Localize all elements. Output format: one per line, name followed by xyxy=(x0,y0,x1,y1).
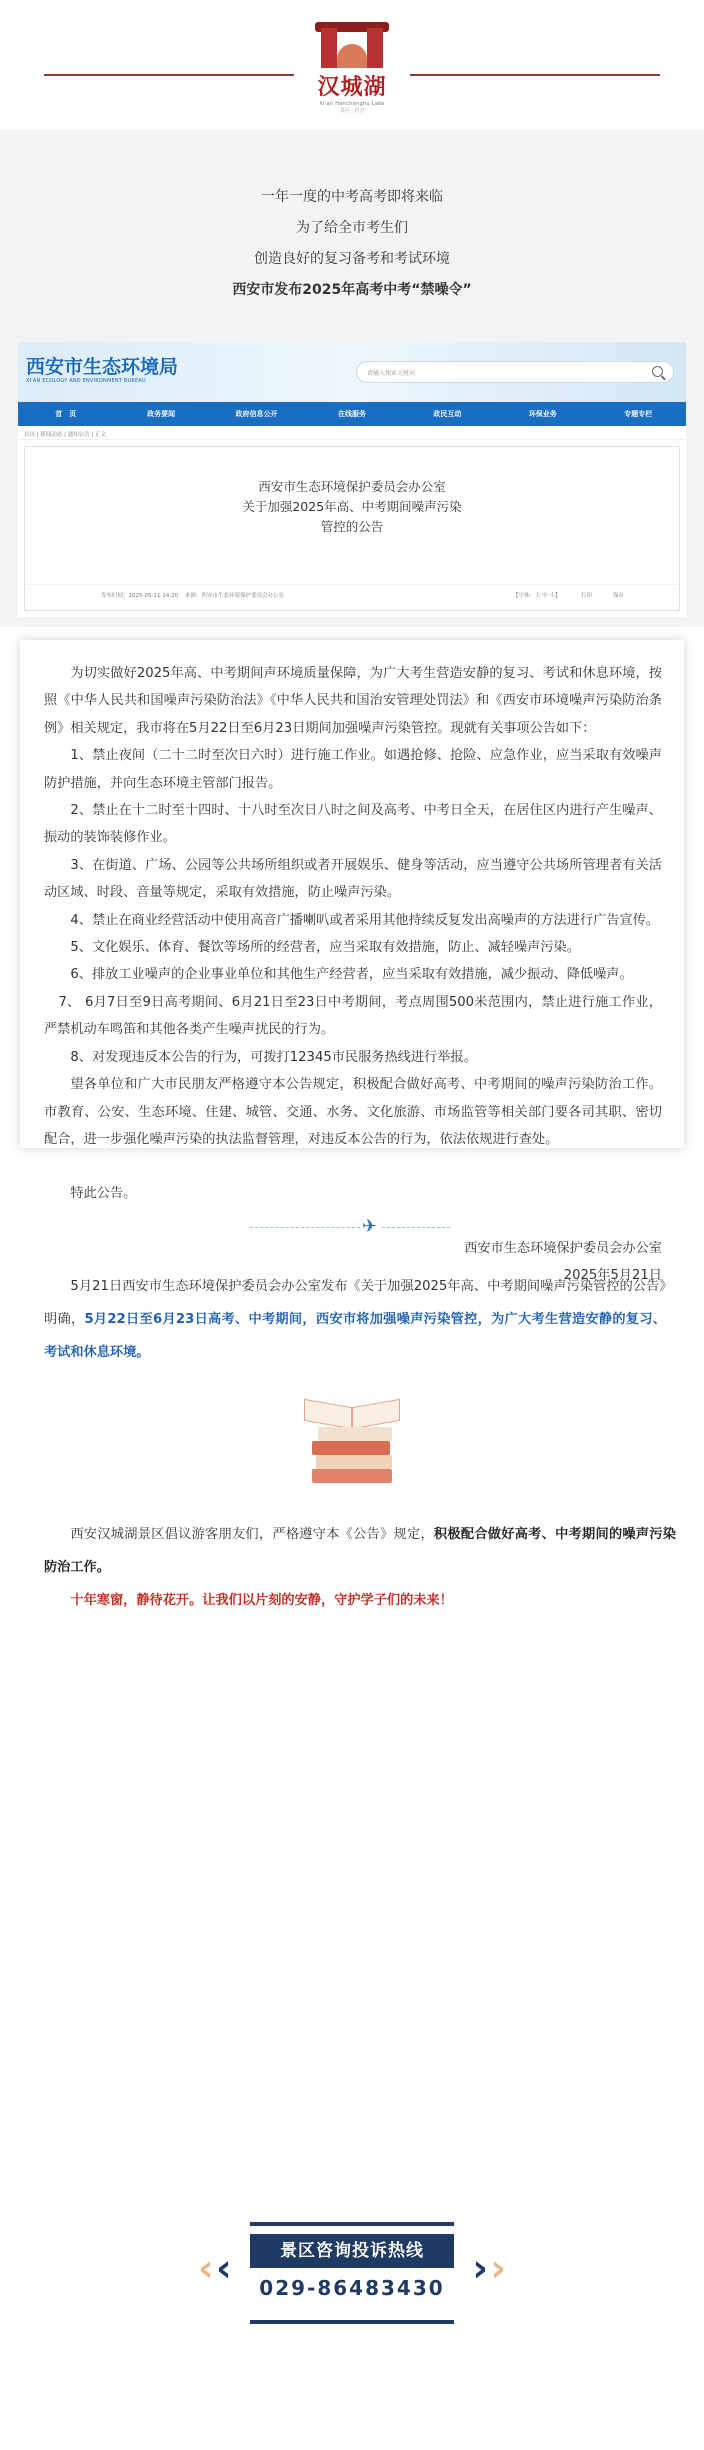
site-title: 西安市生态环境局 xyxy=(26,356,179,378)
logo-header xyxy=(0,0,704,130)
save-button[interactable]: 保存 xyxy=(613,593,625,599)
site-banner xyxy=(18,342,686,402)
intro-line: 为了给全市考生们 xyxy=(296,220,408,236)
publish-time: 发布时间：2025-05-21 14:20 xyxy=(101,593,179,599)
notice-item: 3、在街道、广场、公园等公共场所组织或者开展娱乐、健身等活动，应当遵守公共场所管理者有关活动区域、时段、音量等规定，采取有效措施，防止噪声污染。 xyxy=(44,857,662,901)
hotline-box xyxy=(250,2222,454,2324)
notice-item: 4、禁止在商业经营活动中使用高音广播喇叭或者采用其他持续反复发出高噪声的方法进行广告宣传。 xyxy=(70,912,660,928)
font-size-control[interactable]: 【字体：大 中 小】 xyxy=(513,593,561,599)
notice-hereby: 特此公告。 xyxy=(70,1186,137,1202)
appeal-text: 西安汉城湖景区倡议游客朋友们，严格遵守本《公告》规定， xyxy=(70,1527,434,1542)
notice-date: 2025年5月21日 xyxy=(563,1268,662,1284)
site-notice-title: 关于加强2025年高、中考期间噪声污染 xyxy=(242,499,462,514)
publish-source: 来源：西安市生态环境保护委员会办公室 xyxy=(185,593,285,599)
notice-item: 2、禁止在十二时至十四时、十八时至次日八时之间及高考、中考日全天，在居住区内进行产生噪声、振动的装饰装修作业。 xyxy=(44,803,662,846)
intro-headline: 西安市发布2025年高考中考“禁噪令” xyxy=(232,282,472,298)
appeal-section xyxy=(44,1518,676,1617)
nav-item-disclosure[interactable]: 政府信息公开 xyxy=(235,410,278,418)
nav-item-business[interactable]: 环保业务 xyxy=(528,410,557,418)
search-icon[interactable] xyxy=(652,366,663,377)
summary-highlight: 5月22日至6月23日高考、中考期间，西安市将加强噪声污染管控，为广大考生营造安静的复习、考试和休息环境。 xyxy=(44,1312,666,1360)
hotline-block xyxy=(198,2222,506,2328)
chevron-right-icon: › xyxy=(490,2246,506,2290)
logo-subtitle: Xi'an Hanchenghu Lake xyxy=(319,101,385,107)
site-title-en: XI'AN ECOLOGY AND ENVIRONMENT BUREAU xyxy=(26,378,146,384)
summary-section xyxy=(44,1270,666,1369)
appeal-paragraph xyxy=(44,1518,676,1584)
notice-closing: 望各单位和广大市民朋友严格遵守本公告规定，积极配合做好高考、中考期间的噪声污染防治工作。市教育、公安、生态环境、住建、城管、交通、水务、文化旅游、市场监管等相关部门要各司其职、密切配合，进一步强化噪声污染的执法监督管理，对违反本公告的行为，依法依规进行查处。 xyxy=(44,1077,662,1147)
nav-item-interaction[interactable]: 政民互动 xyxy=(433,410,462,418)
site-search-input[interactable] xyxy=(356,361,674,383)
chevron-left-icon: ‹ xyxy=(198,2246,214,2290)
nav-item-services[interactable]: 在线服务 xyxy=(337,410,366,418)
summary-text: 5月21日西安市生态环境保护委员会办公室发布《关于加强2025年高、中考期间噪声污染管控的公告》明确， xyxy=(44,1279,666,1327)
logo-name: 汉城湖 xyxy=(317,74,387,100)
intro-line: 一年一度的中考高考即将来临 xyxy=(261,189,443,205)
intro-line: 创造良好的复习备考和考试环境 xyxy=(254,251,450,267)
breadcrumb[interactable]: 首页 | 新闻动态 | 通知公告 | 正文 xyxy=(18,426,686,440)
site-notice-title: 西安市生态环境保护委员会办公室 xyxy=(258,479,446,494)
header-rule-left xyxy=(44,74,294,76)
nav-item-news[interactable]: 政务要闻 xyxy=(147,410,176,418)
chevron-left-icon: ‹ xyxy=(216,2246,232,2290)
website-screenshot xyxy=(18,342,686,617)
chevron-right-icon: › xyxy=(472,2246,488,2290)
nav-item-topics[interactable]: 专题专栏 xyxy=(624,410,653,418)
site-notice-title: 管控的公告 xyxy=(320,519,384,534)
intro-lines xyxy=(0,130,704,306)
hotline-label: 景区咨询投诉热线 xyxy=(250,2234,454,2268)
site-notice-meta xyxy=(25,584,679,600)
notice-item: 5、文化娱乐、体育、餐饮等场所的经营者，应当采取有效措施，防止、减轻噪声污染。 xyxy=(70,940,580,956)
appeal-slogan: 十年寒窗，静待花开。让我们以片刻的安静，守护学子们的未来！ xyxy=(70,1593,453,1608)
hotline-number[interactable]: 029-86483430 xyxy=(259,2276,445,2300)
city-gate-icon xyxy=(315,22,389,68)
site-notice-box xyxy=(24,446,680,611)
notice-item: 7、 6月7日至9日高考期间、6月21日至23日中考期间，考点周围500米范围内，禁止进行施工作业，严禁机动车鸣笛和其他各类产生噪声扰民的行为。 xyxy=(44,994,662,1038)
print-button[interactable]: 打印 xyxy=(581,593,593,599)
books-icon xyxy=(300,1395,410,1491)
notice-card xyxy=(20,640,684,1284)
intro-section xyxy=(0,130,704,627)
scenic-logo xyxy=(302,22,402,122)
logo-subtitle-2: 景区 · 官方 xyxy=(339,108,365,114)
nav-item-home[interactable]: 首 页 xyxy=(55,410,77,418)
site-notice-titles xyxy=(25,447,679,537)
notice-item: 1、禁止夜间（二十二时至次日六时）进行施工作业。如遇抢修、抢险、应急作业，应当采取有效噪声防护措施，并向生态环境主管部门报告。 xyxy=(44,748,662,791)
notice-intro: 为切实做好2025年高、中考期间声环境质量保障，为广大考生营造安静的复习、考试和休息环境，按照《中华人民共和国噪声污染防治法》《中华人民共和国治安管理处罚法》和《西安市环境噪声污染防治条例》相关规定，我市将在5月22日至6月23日期间加强噪声污染管控。现就有关事项公告如下： xyxy=(44,666,662,736)
appeal-bold: 积极配合做好高考、中考期间的噪声污染防治工作。 xyxy=(44,1527,676,1575)
header-rule-right xyxy=(410,74,660,76)
notice-item: 8、对发现违反本公告的行为，可拨打12345市民服务热线进行举报。 xyxy=(70,1049,477,1065)
plane-divider xyxy=(250,1216,450,1240)
search-placeholder: 请输入搜索关键词 xyxy=(367,370,416,377)
notice-item: 6、排放工业噪声的企业事业单位和其他生产经营者，应当采取有效措施，减少振动、降低噪声。 xyxy=(70,967,633,983)
site-nav xyxy=(18,402,686,426)
notice-issuer: 西安市生态环境保护委员会办公室 xyxy=(464,1240,662,1256)
airplane-icon: ✈ xyxy=(362,1216,378,1237)
summary-paragraph xyxy=(44,1270,666,1369)
